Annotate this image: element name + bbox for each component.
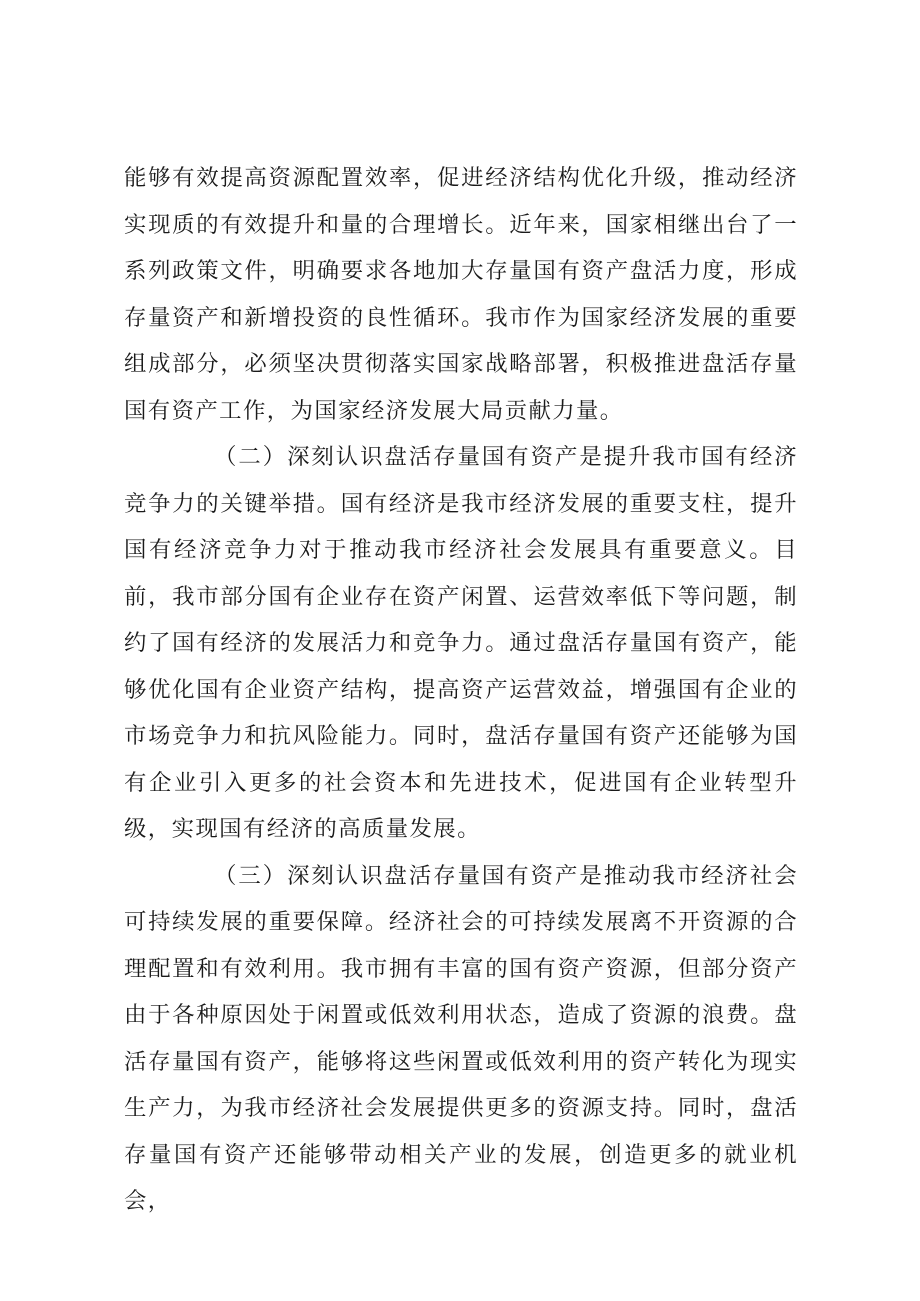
paragraph-continuation: 能够有效提高资源配置效率，促进经济结构优化升级，推动经济实现质的有效提升和量的合理增长。近年来，国家相继出台了一系列政策文件，明确要求各地加大存量国有资产盘活力度，形成存量资产和新增投资的良性循环。我市作为国家经济发展的重要组成部分，必须坚决贯彻落实国家战略部署，积极推进盘活存量国有资产工作，为国家经济发展大局贡献力量。	[124, 165, 798, 424]
paragraph-section-two: （二）深刻认识盘活存量国有资产是提升我市国有经济竞争力的关键举措。国有经济是我市经济发展的重要支柱，提升国有经济竞争力对于推动我市经济社会发展具有重要意义。目前，我市部分国有企业存在资产闲置、运营效率低下等问题，制约了国有经济的发展活力和竞争力。通过盘活存量国有资产，能够优化国有企业资产结构，提高资产运营效益，增强国有企业的市场竞争力和抗风险能力。同时，盘活存量国有资产还能够为国有企业引入更多的社会资本和先进技术，促进国有企业转型升级，实现国有经济的高质量发展。	[124, 444, 798, 842]
document-body	[124, 155, 798, 1225]
paragraph-section-three: （三）深刻认识盘活存量国有资产是推动我市经济社会可持续发展的重要保障。经济社会的可持续发展离不开资源的合理配置和有效利用。我市拥有丰富的国有资产资源，但部分资产由于各种原因处于闲置或低效利用状态，造成了资源的浪费。盘活存量国有资产，能够将这些闲置或低效利用的资产转化为现实生产力，为我市经济社会发展提供更多的资源支持。同时，盘活存量国有资产还能够带动相关产业的发展，创造更多的就业机会，	[124, 862, 798, 1214]
